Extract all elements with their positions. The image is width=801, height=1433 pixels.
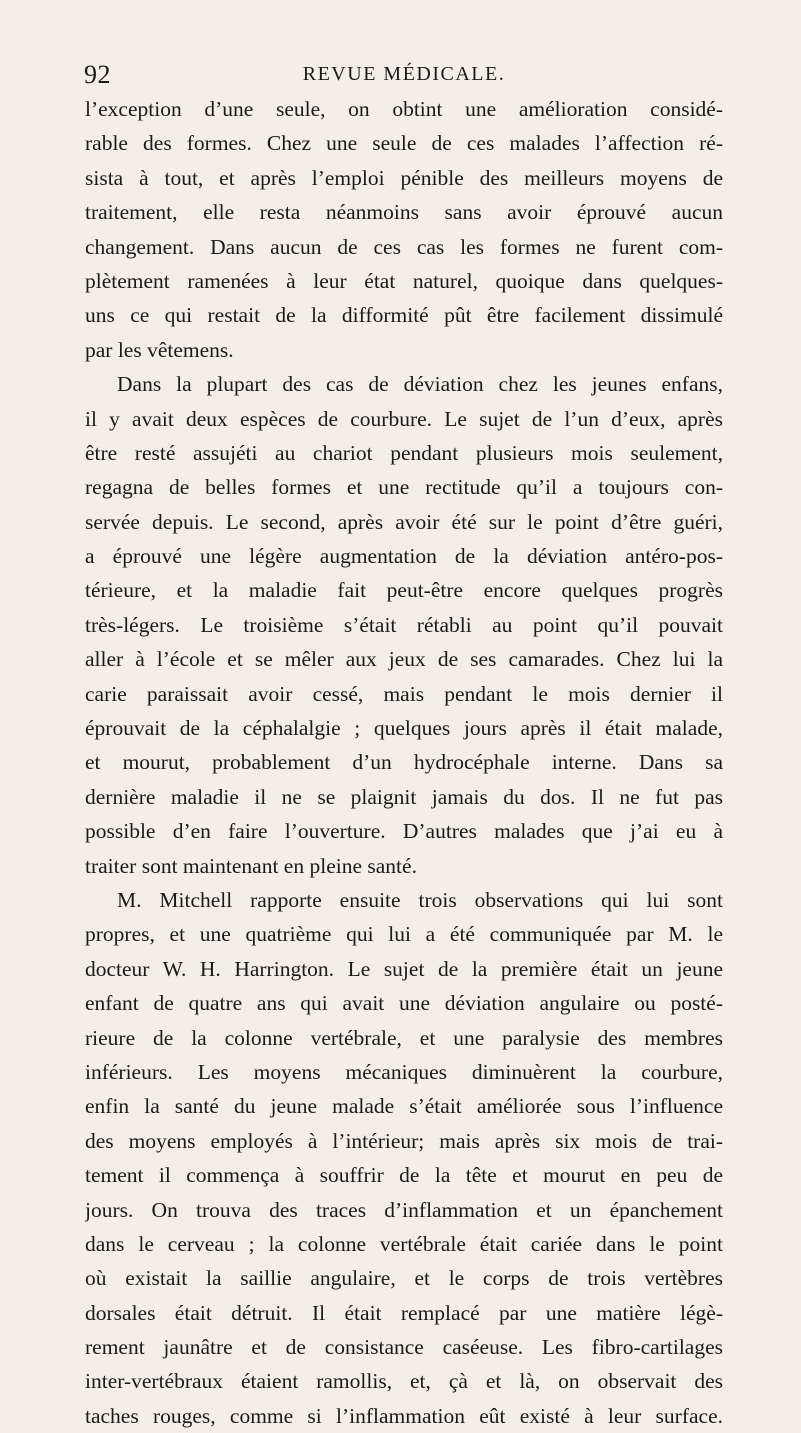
text-line: inférieurs. Les moyens mécaniques diminuèrent la courbure, (85, 1059, 723, 1084)
text-line: sista à tout, et après l’emploi pénible des meilleurs moyens de (85, 165, 723, 190)
body-text (85, 92, 723, 1433)
page-number: 92 (84, 60, 111, 89)
text-line: aller à l’école et se mêler aux jeux de ses camarades. Chez lui la (85, 647, 723, 672)
text-line: par les vêtemens. (85, 337, 234, 362)
text-line: a éprouvé une légère augmentation de la déviation antéro-pos- (85, 544, 723, 569)
text-line: inter-vertébraux étaient ramollis, et, çà et là, on observait des (85, 1369, 723, 1394)
text-line: rieure de la colonne vertébrale, et une paralysie des membres (85, 1025, 723, 1050)
text-line: éprouvait de la céphalalgie ; quelques jours après il était malade, (85, 716, 723, 741)
text-line: des moyens employés à l’intérieur; mais après six mois de trai- (85, 1128, 723, 1153)
text-line: plètement ramenées à leur état naturel, quoique dans quelques- (85, 268, 723, 293)
text-line: l’exception d’une seule, on obtint une amélioration considé- (85, 97, 723, 121)
text-line: docteur W. H. Harrington. Le sujet de la première était un jeune (85, 956, 723, 981)
text-line: et mourut, probablement d’un hydrocéphale interne. Dans sa (85, 750, 723, 775)
text-line: jours. On trouva des traces d’inflammation et un épanchement (85, 1197, 723, 1222)
text-line: il y avait deux espèces de courbure. Le sujet de l’un d’eux, après (85, 406, 723, 431)
text-line: être resté assujéti au chariot pendant plusieurs mois seulement, (85, 440, 723, 465)
text-line: rable des formes. Chez une seule de ces malades l’affection ré- (85, 131, 723, 156)
text-line: taches rouges, comme si l’inflammation eût existé à leur surface. (85, 1403, 723, 1428)
text-line: possible d’en faire l’ouverture. D’autres malades que j’ai eu à (85, 819, 723, 844)
text-line: Dans la plupart des cas de déviation chez les jeunes enfans, (117, 372, 723, 397)
text-line: tement il commença à souffrir de la tête et mourut en peu de (85, 1163, 723, 1188)
text-line: dans le cerveau ; la colonne vertébrale était cariée dans le point (85, 1231, 723, 1256)
text-line: uns ce qui restait de la difformité pût être facilement dissimulé (85, 303, 723, 328)
text-line: M. Mitchell rapporte ensuite trois observations qui lui sont (117, 887, 723, 912)
text-line: très-légers. Le troisième s’était rétabli au point qu’il pouvait (85, 612, 723, 637)
text-line: dorsales était détruit. Il était remplacé par une matière légè- (85, 1300, 723, 1325)
text-line: térieure, et la maladie fait peut-être encore quelques progrès (85, 578, 723, 603)
text-line: regagna de belles formes et une rectitude qu’il a toujours con- (85, 475, 723, 500)
text-line: propres, et une quatrième qui lui a été communiquée par M. le (85, 922, 723, 947)
running-title: REVUE MÉDICALE. (302, 63, 506, 85)
text-line: carie paraissait avoir cessé, mais pendant le mois dernier il (85, 681, 723, 706)
text-line: changement. Dans aucun de ces cas les formes ne furent com- (85, 234, 723, 259)
text-line: servée depuis. Le second, après avoir été sur le point d’être guéri, (85, 509, 723, 534)
text-line: enfin la santé du jeune malade s’était améliorée sous l’influence (85, 1094, 723, 1119)
text-line: traitement, elle resta néanmoins sans avoir éprouvé aucun (85, 200, 723, 225)
text-line: dernière maladie il ne se plaignit jamais du dos. Il ne fut pas (85, 784, 723, 809)
text-line: traiter sont maintenant en pleine santé. (85, 853, 417, 878)
text-line: où existait la saillie angulaire, et le corps de trois vertèbres (85, 1266, 723, 1291)
page-header (84, 60, 724, 90)
text-line: rement jaunâtre et de consistance caséeuse. Les fibro-cartilages (85, 1335, 723, 1360)
text-line: enfant de quatre ans qui avait une déviation angulaire ou posté- (85, 991, 723, 1016)
